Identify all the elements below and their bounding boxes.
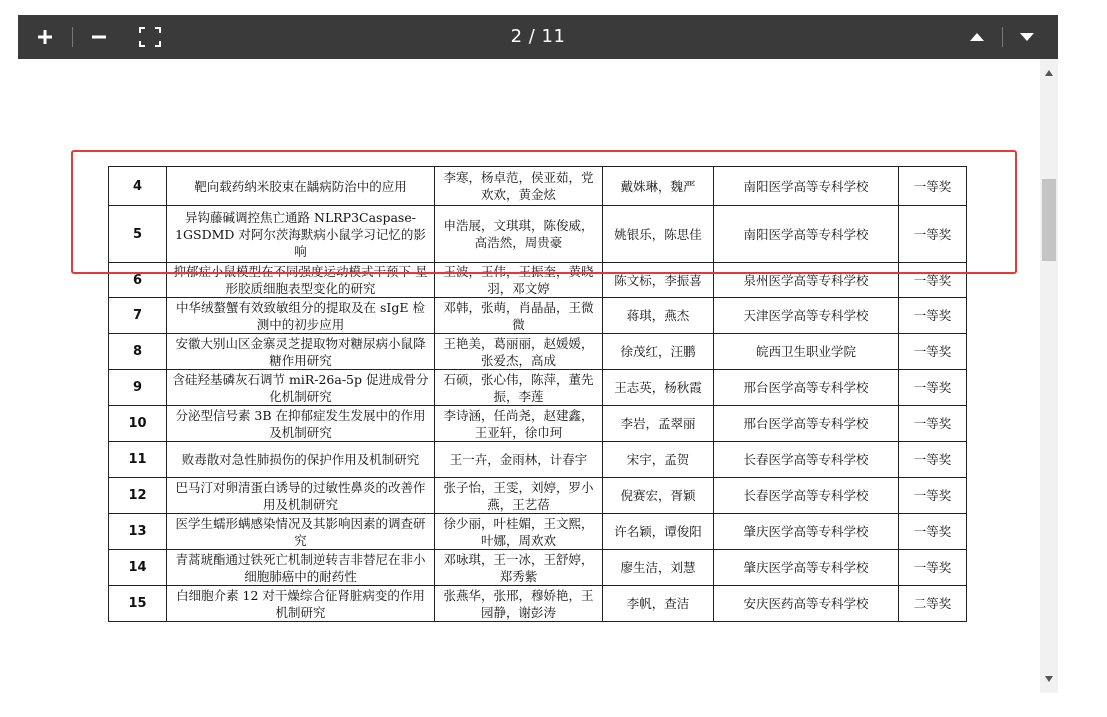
award-level: 一等奖 [899, 370, 967, 406]
award-level: 一等奖 [899, 550, 967, 586]
pdf-toolbar [18, 15, 1058, 59]
toolbar-divider [1002, 27, 1003, 47]
table-row [109, 442, 967, 478]
vertical-scrollbar[interactable] [1040, 59, 1058, 693]
awards-table [108, 166, 967, 622]
scroll-down-arrow[interactable] [1040, 671, 1058, 687]
table-row [109, 334, 967, 370]
scroll-thumb[interactable] [1042, 179, 1056, 261]
student-authors: 王一卉，金雨林，计春宇 [435, 442, 603, 478]
advisors: 陈文标，李振喜 [603, 263, 714, 298]
award-level: 一等奖 [899, 298, 967, 334]
student-authors: 王波，王伟，王振奎，黄晓羽，邓文婷 [435, 263, 603, 298]
zoom-out-button[interactable] [82, 15, 116, 59]
caret-up-icon [969, 32, 985, 42]
next-page-button[interactable] [1010, 15, 1044, 59]
project-title: 医学生蠕形螨感染情况及其影响因素的调查研究 [167, 514, 435, 550]
school-name: 肇庆医学高等专科学校 [714, 514, 899, 550]
award-level: 一等奖 [899, 334, 967, 370]
student-authors: 徐少丽，叶桂媚，王文熙，叶娜，周欢欢 [435, 514, 603, 550]
student-authors: 邓咏琪，王一冰，王舒婷，郑秀紫 [435, 550, 603, 586]
toolbar-divider [72, 27, 73, 47]
school-name: 长春医学高等专科学校 [714, 442, 899, 478]
table-row [109, 298, 967, 334]
project-title: 败毒散对急性肺损伤的保护作用及机制研究 [167, 442, 435, 478]
award-level: 一等奖 [899, 514, 967, 550]
student-authors: 张燕华，张邢，穆娇艳，王园静，谢彭涛 [435, 586, 603, 622]
project-title: 靶向载药纳米胶束在龋病防治中的应用 [167, 167, 435, 206]
advisors: 徐茂红，汪鹏 [603, 334, 714, 370]
project-title: 青蒿琥酯通过铁死亡机制逆转吉非替尼在非小细胞肺癌中的耐药性 [167, 550, 435, 586]
advisors: 李帆，查洁 [603, 586, 714, 622]
table-row [109, 586, 967, 622]
student-authors: 石硕，张心伟，陈萍，董先振，李莲 [435, 370, 603, 406]
award-level: 一等奖 [899, 206, 967, 263]
school-name: 肇庆医学高等专科学校 [714, 550, 899, 586]
table-row [109, 206, 967, 263]
table-row [109, 370, 967, 406]
project-title: 含硅羟基磷灰石调节 miR-26a-5p 促进成骨分化机制研究 [167, 370, 435, 406]
school-name: 天津医学高等专科学校 [714, 298, 899, 334]
school-name: 长春医学高等专科学校 [714, 478, 899, 514]
row-number: 12 [109, 478, 167, 514]
advisors: 许名颖，谭俊阳 [603, 514, 714, 550]
advisors: 宋宇，孟贺 [603, 442, 714, 478]
student-authors: 张子怡，王雯，刘婷，罗小燕，王艺蓓 [435, 478, 603, 514]
awards-table-body [109, 167, 967, 622]
row-number: 14 [109, 550, 167, 586]
scroll-up-icon [1045, 70, 1053, 76]
award-level: 一等奖 [899, 478, 967, 514]
advisors: 倪赛宏，胥颖 [603, 478, 714, 514]
project-title: 分泌型信号素 3B 在抑郁症发生发展中的作用及机制研究 [167, 406, 435, 442]
project-title: 白细胞介素 12 对干燥综合征肾脏病变的作用机制研究 [167, 586, 435, 622]
zoom-in-button[interactable] [28, 15, 62, 59]
award-level: 一等奖 [899, 167, 967, 206]
table-row [109, 514, 967, 550]
award-level: 一等奖 [899, 442, 967, 478]
award-level: 一等奖 [899, 406, 967, 442]
table-row [109, 550, 967, 586]
school-name: 南阳医学高等专科学校 [714, 206, 899, 263]
row-number: 6 [109, 263, 167, 298]
minus-icon [91, 29, 107, 45]
page-indicator: 2 / 11 [510, 26, 566, 47]
table-row [109, 478, 967, 514]
row-number: 8 [109, 334, 167, 370]
fit-screen-button[interactable] [132, 15, 168, 59]
row-number: 13 [109, 514, 167, 550]
table-row [109, 167, 967, 206]
advisors: 戴姝琳，魏严 [603, 167, 714, 206]
project-title: 异钩藤碱调控焦亡通路 NLRP3Caspase-1GSDMD 对阿尔茨海默病小鼠学习记忆的影响 [167, 206, 435, 263]
project-title: 抑郁症小鼠模型在不同强度运动模式干预下 星形胶质细胞表型变化的研究 [167, 263, 435, 298]
fit-screen-icon [139, 27, 161, 47]
row-number: 7 [109, 298, 167, 334]
award-level: 一等奖 [899, 263, 967, 298]
project-title: 中华绒螯蟹有效致敏组分的提取及在 sIgE 检测中的初步应用 [167, 298, 435, 334]
scroll-down-icon [1045, 676, 1053, 682]
student-authors: 申浩展，文琪琪，陈俊威，高浩然，周贵豪 [435, 206, 603, 263]
advisors: 蒋琪，燕杰 [603, 298, 714, 334]
school-name: 泉州医学高等专科学校 [714, 263, 899, 298]
project-title: 巴马汀对卵清蛋白诱导的过敏性鼻炎的改善作用及机制研究 [167, 478, 435, 514]
row-number: 5 [109, 206, 167, 263]
row-number: 15 [109, 586, 167, 622]
advisors: 李岩，孟翠丽 [603, 406, 714, 442]
previous-page-button[interactable] [960, 15, 994, 59]
scroll-up-arrow[interactable] [1040, 65, 1058, 81]
row-number: 9 [109, 370, 167, 406]
row-number: 11 [109, 442, 167, 478]
table-row [109, 406, 967, 442]
advisors: 王志英，杨秋霞 [603, 370, 714, 406]
school-name: 安庆医药高等专科学校 [714, 586, 899, 622]
project-title: 安徽大别山区金寨灵芝提取物对糖尿病小鼠降糖作用研究 [167, 334, 435, 370]
plus-icon [37, 29, 53, 45]
student-authors: 李诗涵，任尚尧，赵建鑫，王亚轩，徐巾珂 [435, 406, 603, 442]
table-row [109, 263, 967, 298]
school-name: 邢台医学高等专科学校 [714, 406, 899, 442]
advisors: 廖生洁，刘慧 [603, 550, 714, 586]
advisors: 姚银乐，陈思佳 [603, 206, 714, 263]
school-name: 南阳医学高等专科学校 [714, 167, 899, 206]
award-level: 二等奖 [899, 586, 967, 622]
student-authors: 王艳美，葛丽丽，赵媛媛，张爱杰，高成 [435, 334, 603, 370]
school-name: 邢台医学高等专科学校 [714, 370, 899, 406]
student-authors: 邓韩，张萌，肖晶晶，王微微 [435, 298, 603, 334]
school-name: 皖西卫生职业学院 [714, 334, 899, 370]
row-number: 4 [109, 167, 167, 206]
student-authors: 李寒，杨卓范，侯亚茹，党欢欢，黄金炫 [435, 167, 603, 206]
row-number: 10 [109, 406, 167, 442]
caret-down-icon [1019, 32, 1035, 42]
